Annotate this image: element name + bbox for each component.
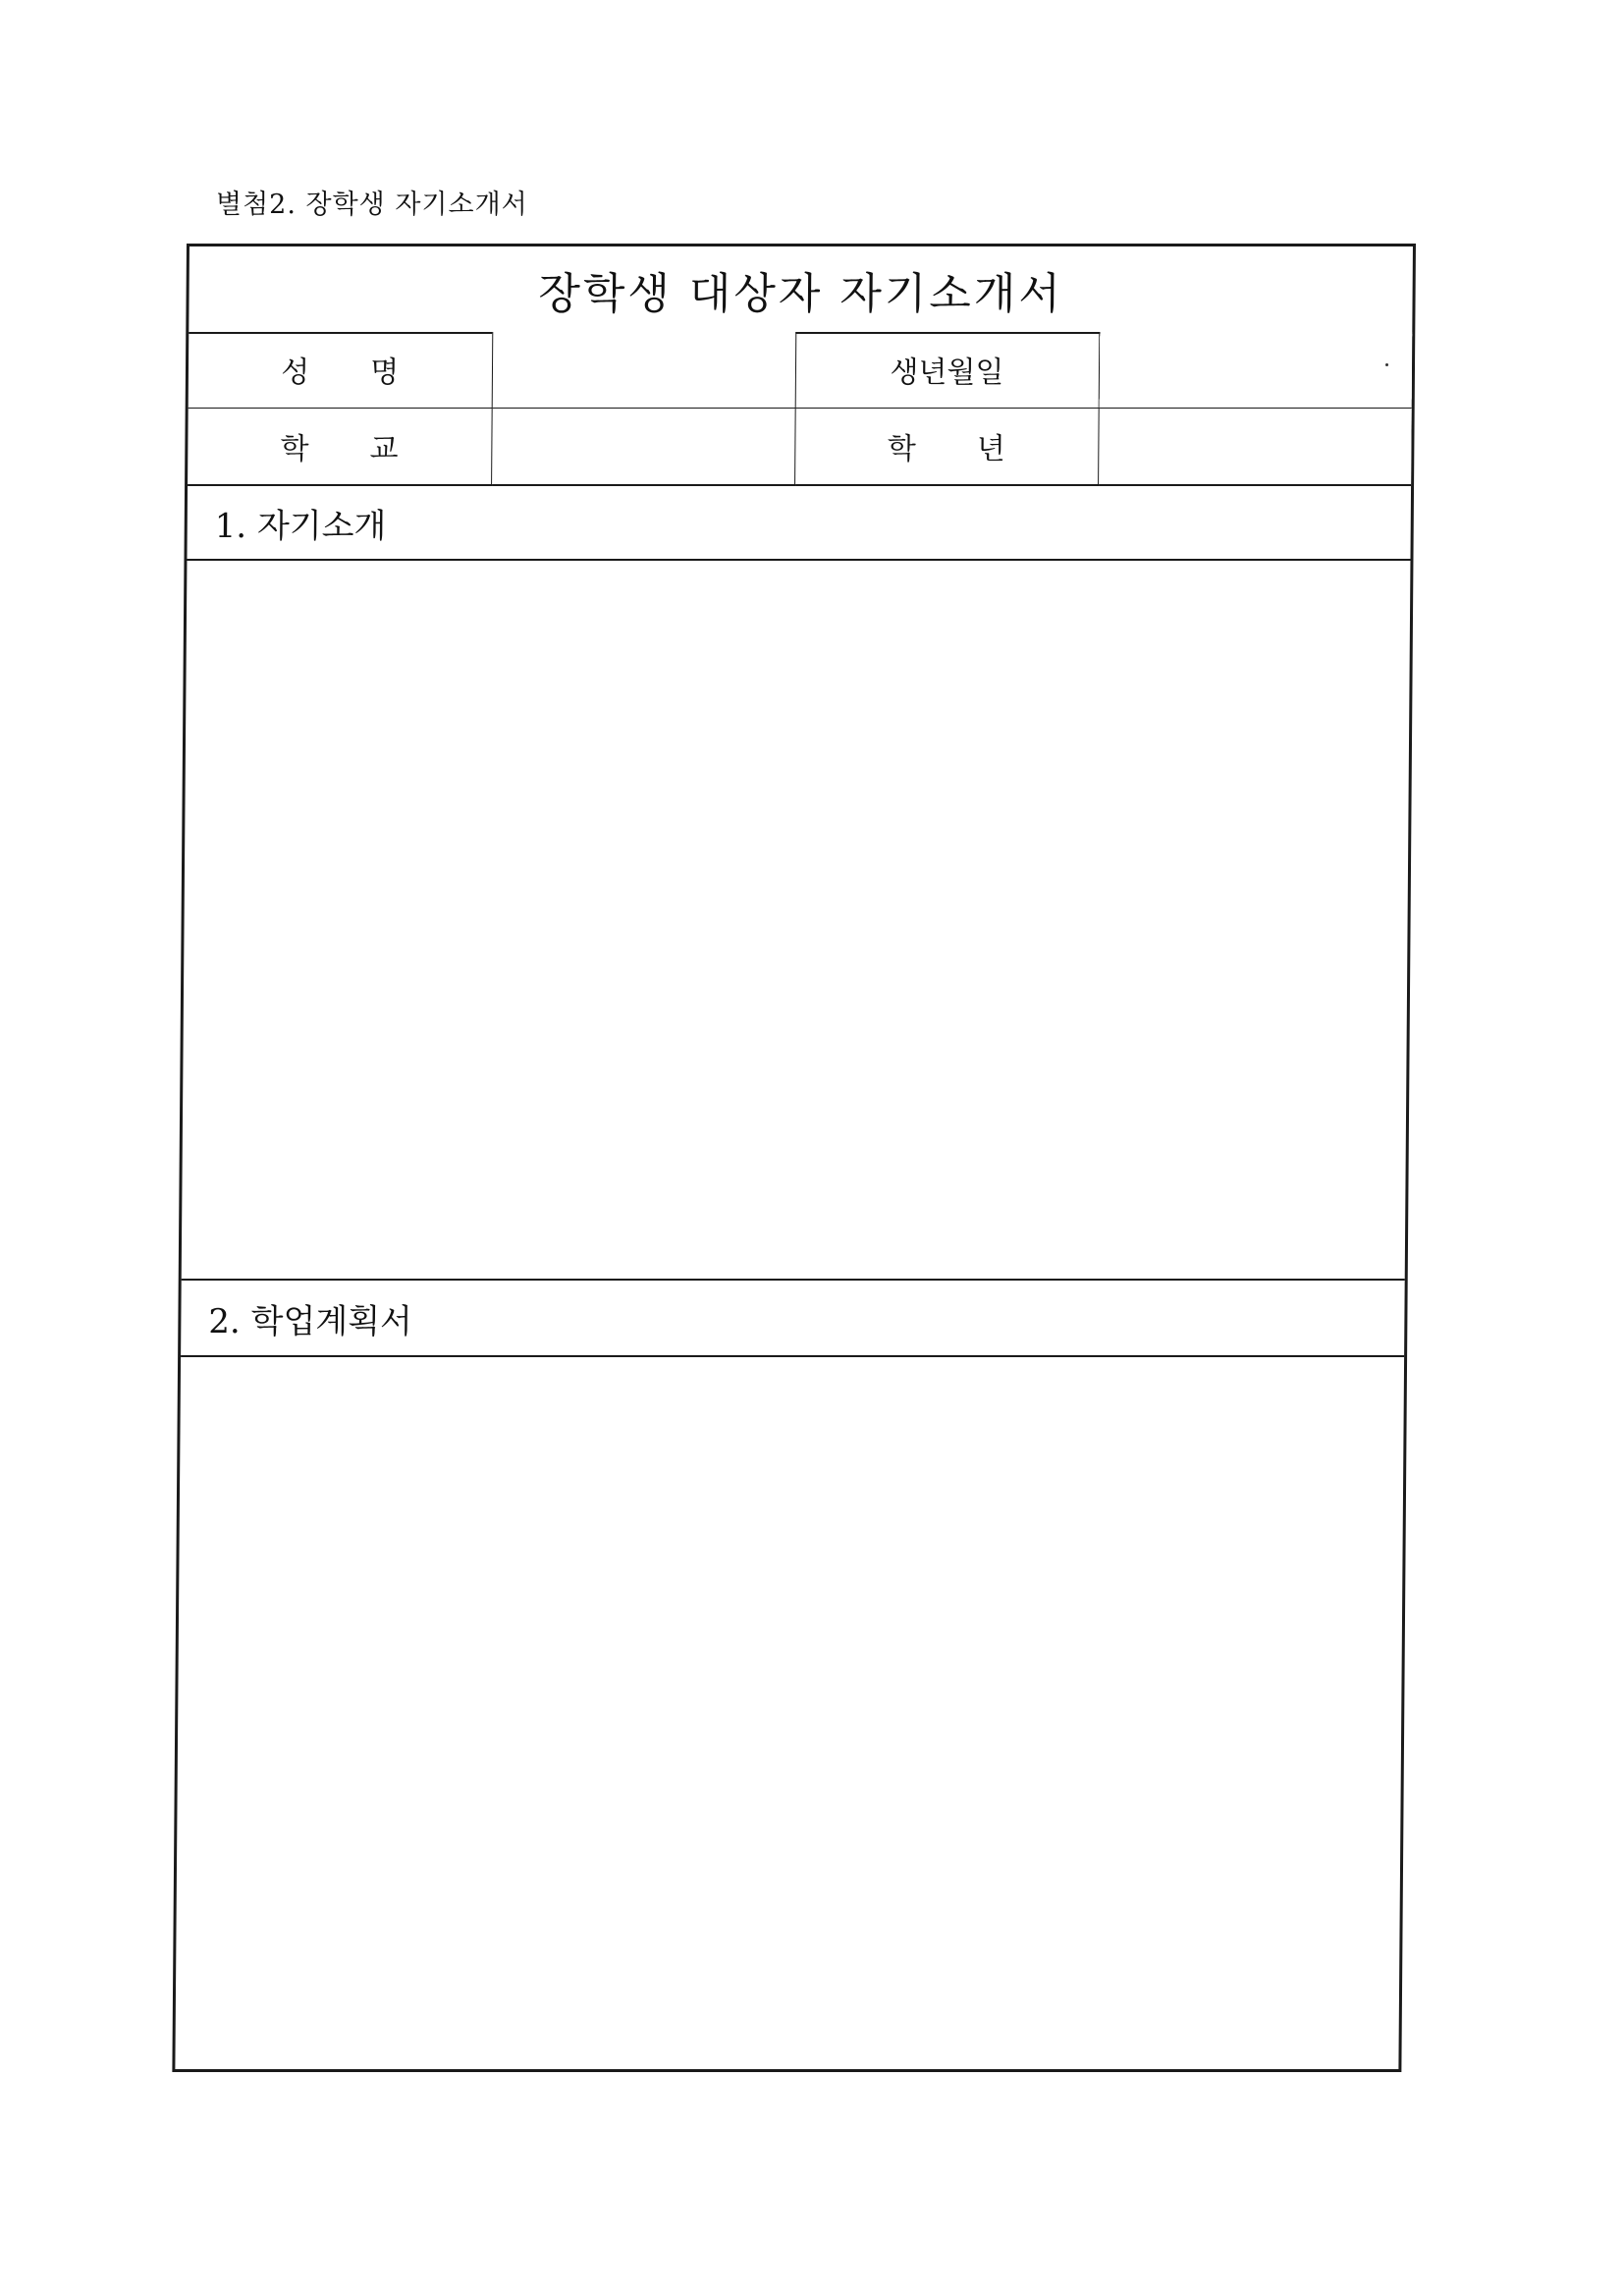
info-row-name-birth	[189, 332, 1413, 408]
info-row-school-grade	[188, 408, 1412, 485]
grade-field[interactable]	[1098, 408, 1412, 485]
birthdate-label: 생년월일	[795, 332, 1100, 408]
self-introduction-heading: 1. 자기소개	[187, 486, 1411, 561]
form-title: 장학생 대상자 자기소개서	[189, 246, 1413, 334]
attachment-label: 별첨2. 장학생 자기소개서	[216, 190, 528, 220]
birthdate-field[interactable]	[1099, 332, 1413, 408]
school-label: 학교	[188, 408, 492, 485]
name-field[interactable]	[492, 332, 796, 408]
applicant-info-table	[188, 332, 1412, 486]
school-field[interactable]	[491, 408, 795, 485]
scan-speck	[1385, 363, 1388, 366]
name-label: 성명	[189, 332, 493, 408]
self-introduction-area[interactable]	[182, 561, 1411, 1281]
study-plan-heading: 2. 학업계획서	[181, 1281, 1405, 1357]
grade-label: 학년	[794, 408, 1099, 485]
self-introduction-form	[172, 244, 1416, 2072]
study-plan-area[interactable]	[175, 1357, 1404, 2069]
